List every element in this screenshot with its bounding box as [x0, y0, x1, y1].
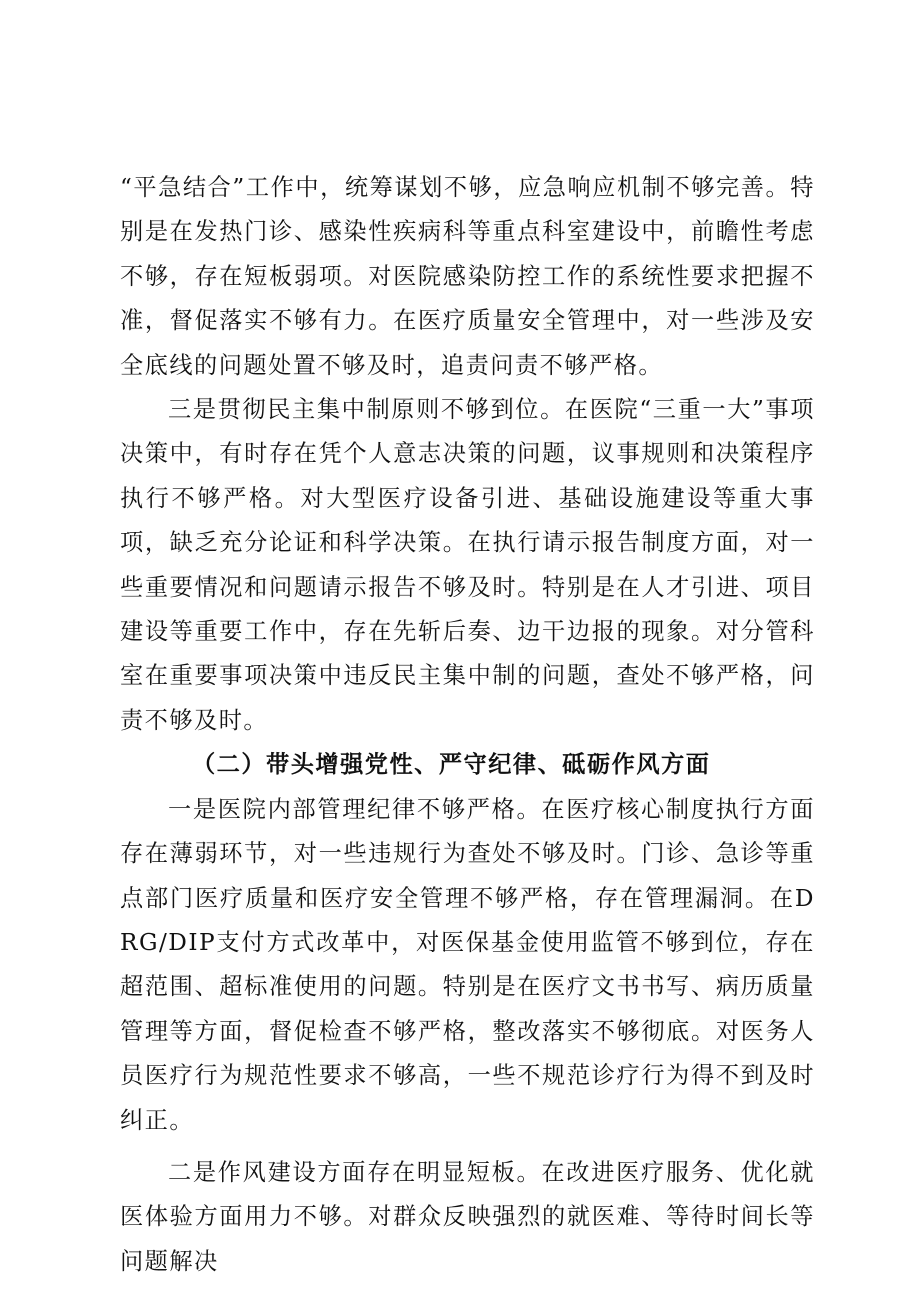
body-paragraph-2: 三是贯彻民主集中制原则不够到位。在医院“三重一大”事项决策中，有时存在凭个人意志决策的问题，议事规则和决策程序执行不够严格。对大型医疗设备引进、基础设施建设等重大事项，缺乏充分论证和科学决策。在执行请示报告制度方面，对一些重要情况和问题请示报告不够及时。特别是在人才引进、项目建设等重要工作中，存在先斩后奏、边干边报的现象。对分管科室在重要事项决策中违反民主集中制的问题，查处不够严格，问责不够及时。 [120, 396, 815, 734]
document-page [120, 166, 815, 1284]
body-paragraph-4: 二是作风建设方面存在明显短板。在改进医疗服务、优化就医体验方面用力不够。对群众反映强烈的就医难、等待时间长等问题解决 [120, 1158, 815, 1275]
body-paragraph-1: “平急结合”工作中，统筹谋划不够，应急响应机制不够完善。特别是在发热门诊、感染性疾病科等重点科室建设中，前瞻性考虑不够，存在短板弱项。对医院感染防控工作的系统性要求把握不准，督促落实不够有力。在医疗质量安全管理中，对一些涉及安全底线的问题处置不够及时，追责问责不够严格。 [120, 174, 815, 379]
section-heading: （二）带头增强党性、严守纪律、砥砺作风方面 [192, 751, 711, 779]
body-paragraph-3: 一是医院内部管理纪律不够严格。在医疗核心制度执行方面存在薄弱环节，对一些违规行为查处不够及时。门诊、急诊等重点部门医疗质量和医疗安全管理不够严格，存在管理漏洞。在DRG/DIP支付方式改革中，对医保基金使用监管不够到位，存在超范围、超标准使用的问题。特别是在医疗文书书写、病历质量管理等方面，督促检查不够严格，整改落实不够彻底。对医务人员医疗行为规范性要求不够高，一些不规范诊疗行为得不到及时纠正。 [120, 795, 815, 1134]
